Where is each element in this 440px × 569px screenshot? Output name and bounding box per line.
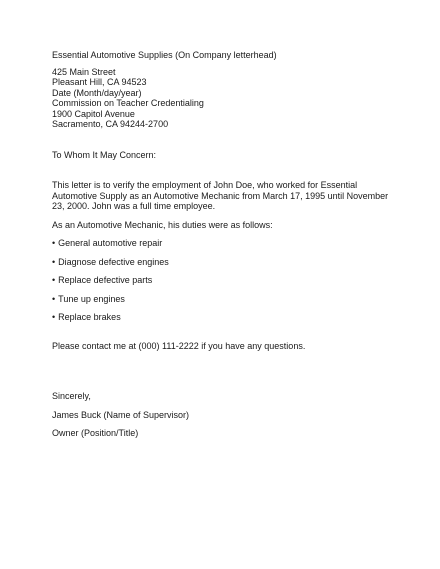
duty-item [52, 294, 392, 305]
body-paragraph: This letter is to verify the employment of John Doe, who worked for Essential Automotive Supply as an Automotive Mechanic from March 17, 1995 until November 23, 2000. John was a full time employee. [52, 180, 389, 211]
duty-text: Replace brakes [58, 312, 121, 322]
signer-title: Owner (Position/Title) [52, 428, 139, 438]
letterhead-title: Essential Automotive Supplies (On Company letterhead) [52, 50, 277, 60]
address-line: 1900 Capitol Avenue [52, 108, 135, 119]
closing: Sincerely, [52, 391, 91, 401]
address-line: 425 Main Street [52, 66, 116, 77]
address-line: Pleasant Hill, CA 94523 [52, 77, 147, 87]
bullet: • [52, 238, 56, 248]
closing-block [52, 391, 392, 439]
duties-intro: As an Automotive Mechanic, his duties were as follows: [52, 219, 273, 230]
duties-list [52, 238, 392, 323]
address-block [52, 67, 392, 130]
duty-text: Diagnose defective engines [58, 256, 169, 267]
bullet: • [52, 312, 56, 322]
salutation: To Whom It May Concern: [52, 149, 157, 160]
address-line: Date (Month/day/year) [52, 87, 142, 98]
bullet: • [52, 293, 56, 304]
contact-line: Please contact me at (000) 111-2222 if you have any questions. [52, 340, 306, 351]
signer-name: James Buck (Name of Supervisor) [52, 409, 190, 420]
duty-item [52, 238, 392, 249]
bullet: • [52, 256, 56, 267]
address-line: Sacramento, CA 94244-2700 [52, 119, 169, 129]
address-line: Commission on Teacher Credentialing [52, 98, 204, 108]
letter-page [52, 50, 392, 447]
duty-text: Tune up engines [58, 293, 125, 304]
duty-text: Replace defective parts [58, 275, 153, 285]
duty-item [52, 275, 392, 286]
duty-item [52, 257, 392, 268]
duty-item [52, 312, 392, 323]
duty-text: General automotive repair [58, 238, 163, 248]
bullet: • [52, 275, 56, 285]
